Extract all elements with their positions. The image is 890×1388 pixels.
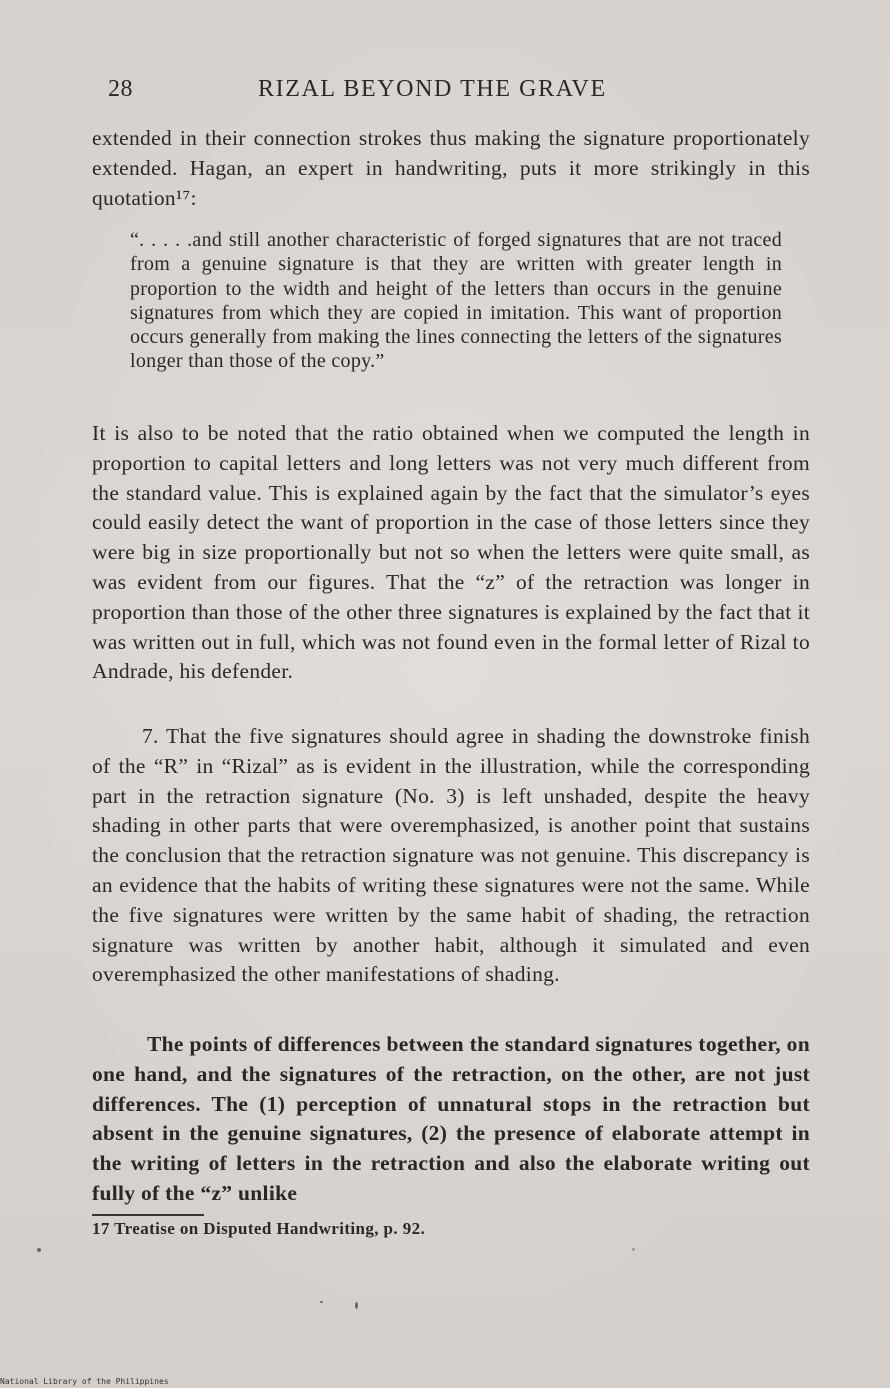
paper-speck bbox=[632, 1248, 635, 1251]
paper-speck bbox=[37, 1248, 41, 1252]
paragraph-4: The points of differences between the standard signatures together, on one hand, and the signatures of the retraction, on the other, are not just differences. The (1) perception of unnatural stops in the retraction but absent in the genuine signatures, (2) the presence of elaborate attempt in the writing of letters in the retraction and also the elaborate writing out fully of the “z” unlike bbox=[92, 1032, 810, 1205]
footnote: 17 Treatise on Disputed Handwriting, p. 92. bbox=[92, 1219, 426, 1238]
running-head: RIZAL BEYOND THE GRAVE bbox=[258, 76, 607, 102]
footnote-rule bbox=[92, 1214, 204, 1216]
block-quote: “. . . . .and still another characteristic of forged signatures that are not traced from a genuine signature is that they are written with greater length in proportion to the width and height of the letters than occurs in the genuine signatures from which they are copied in imitation. This want of proportion occurs generally from making the lines connecting the letters of the signatures longer than those of the copy.” bbox=[130, 229, 782, 373]
paragraph-1: extended in their connection strokes thus making the signature proportionately extended. Hagan, an expert in handwriting, puts it more strikingly in this quotation¹⁷: bbox=[92, 126, 810, 210]
page-number: 28 bbox=[108, 76, 133, 102]
paper-speck bbox=[355, 1302, 358, 1309]
library-watermark: National Library of the Philippines bbox=[0, 1377, 169, 1386]
paper-speck bbox=[320, 1301, 323, 1303]
page-header bbox=[108, 76, 668, 110]
paragraph-3: 7. That the five signatures should agree in shading the downstroke finish of the “R” in “Rizal” as is evident in the illustration, while the corresponding part in the retraction signature (No. 3) is left unshaded, despite the heavy shading in other parts that were overemphasized, is another point that sustains the conclusion that the retraction signature was not genuine. This discrepancy is an evidence that the habits of writing these signatures were not the same. While the five signatures were written by the same habit of shading, the retraction signature was written by another habit, although it simulated and even overemphasized the other manifestations of shading. bbox=[92, 724, 810, 987]
paragraph-2: It is also to be noted that the ratio obtained when we computed the length in proportion to capital letters and long letters was not very much different from the standard value. This is explained again by the fact that the simulator’s eyes could easily detect the want of proportion in the case of those letters since they were big in size proportionally but not so when the letters were quite small, as was evident from our figures. That the “z” of the retraction was longer in proportion than those of the other three signatures is explained by the fact that it was written out in full, which was not found even in the formal letter of Rizal to Andrade, his defender. bbox=[92, 421, 810, 684]
